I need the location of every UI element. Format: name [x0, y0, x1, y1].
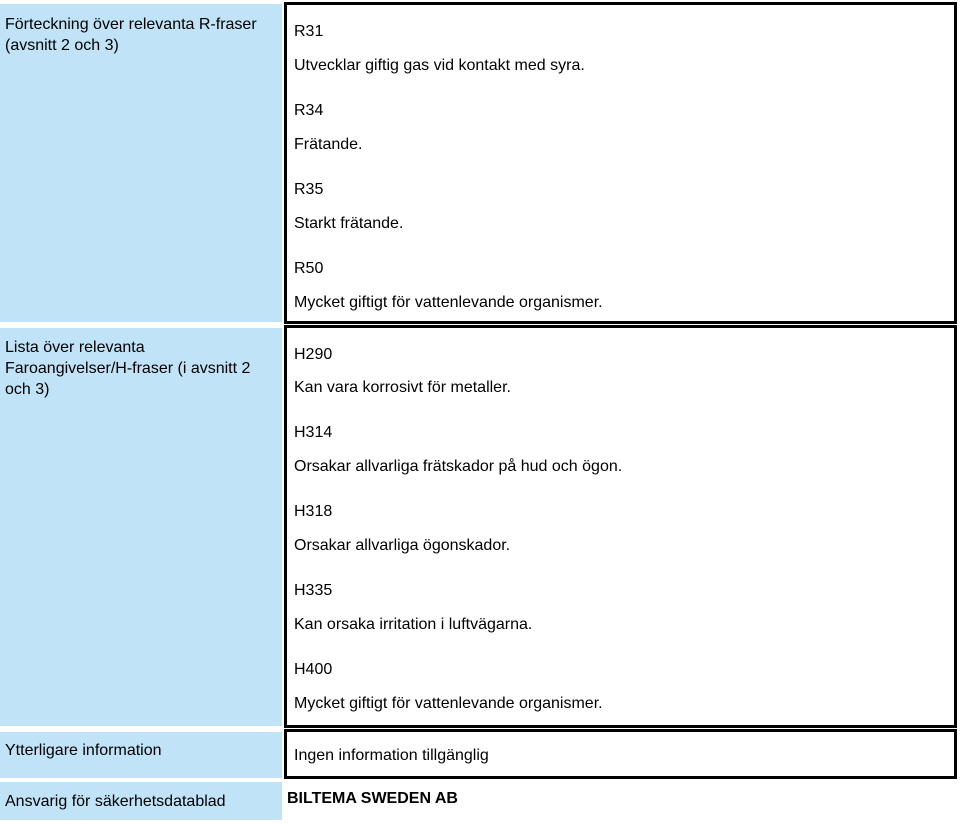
r-phrase-text: Frätande.	[294, 136, 363, 153]
h-phrase-text: Orsakar allvarliga frätskador på hud och ögon.	[294, 458, 623, 475]
r-phrase-text: Starkt frätande.	[294, 215, 404, 232]
h-phrases-box	[284, 325, 957, 728]
h-phrase-code: H400	[294, 661, 333, 678]
r-phrase-code: R35	[294, 181, 324, 198]
responsible-value: BILTEMA SWEDEN AB	[287, 790, 458, 807]
h-phrases-label: Lista över relevanta Faroangivelser/H-fraser (i avsnitt 2 och 3)	[0, 328, 282, 726]
h-phrase-text: Orsakar allvarliga ögonskador.	[294, 537, 511, 554]
h-phrase-code: H290	[294, 346, 333, 363]
r-phrase-code: R50	[294, 260, 324, 277]
r-phrase-text: Mycket giftigt för vattenlevande organismer.	[294, 294, 603, 311]
r-phrases-box	[284, 2, 957, 324]
responsible-label: Ansvarig för säkerhetsdatablad	[0, 782, 282, 820]
additional-info-value: Ingen information tillgänglig	[294, 747, 489, 764]
r-phrase-code: R31	[294, 23, 324, 40]
h-phrase-text: Kan vara korrosivt för metaller.	[294, 379, 511, 396]
h-phrase-code: H335	[294, 582, 333, 599]
r-phrase-text: Utvecklar giftig gas vid kontakt med syra.	[294, 57, 585, 74]
r-phrase-code: R34	[294, 102, 324, 119]
r-phrases-label: Förteckning över relevanta R-fraser (avsnitt 2 och 3)	[0, 4, 282, 322]
additional-info-label: Ytterligare information	[0, 732, 282, 778]
h-phrase-text: Mycket giftigt för vattenlevande organismer.	[294, 695, 603, 712]
additional-info-box	[284, 729, 957, 779]
h-phrase-code: H314	[294, 424, 333, 441]
h-phrase-code: H318	[294, 503, 333, 520]
h-phrase-text: Kan orsaka irritation i luftvägarna.	[294, 616, 533, 633]
